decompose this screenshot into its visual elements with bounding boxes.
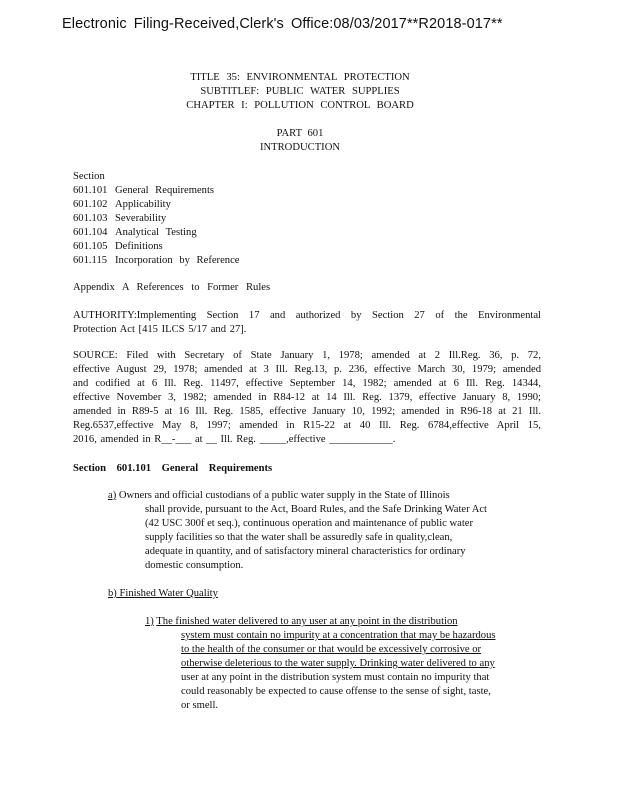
source-line: effective November 3, 1982; amended in R84-12 at 14 Ill. Reg. 1379, effective January 8, 1990; xyxy=(73,392,541,403)
toc-item xyxy=(73,184,239,198)
subsection-b-title: Finished Water Quality xyxy=(119,588,218,599)
title-block xyxy=(0,71,600,113)
subsection-a-line: supply facilities so that the water shall be assuredly safe in quality,clean, xyxy=(145,532,453,543)
subtitle-line: SUBTITLEF: PUBLIC WATER SUPPLIES xyxy=(200,86,400,97)
toc-item-number: 601.102 xyxy=(73,199,108,210)
subsection-a-text: Owners and official custodians of a public water supply in the State of Illinois xyxy=(118,490,450,501)
authority-paragraph xyxy=(73,309,541,337)
chapter-line: CHAPTER I: POLLUTION CONTROL BOARD xyxy=(186,100,414,111)
subsection-a-line: shall provide, pursuant to the Act, Board Rules, and the Safe Drinking Water Act xyxy=(145,504,487,515)
item-1-text: The finished water delivered to any user at any point in the distribution xyxy=(156,616,458,627)
toc-item-title: Definitions xyxy=(115,241,163,252)
source-line: and codified at 6 Ill. Reg. 11497, effective September 14, 1982; amended at 6 Ill. Reg. 14344, xyxy=(73,378,541,389)
source-line: SOURCE: Filed with Secretary of State January 1, 1978; amended at 2 Ill.Reg. 36, p. 72, xyxy=(73,350,541,361)
item-1-line: user at any point in the distribution system must contain no impurity that xyxy=(181,672,490,683)
toc-heading: Section xyxy=(73,171,105,182)
item-1-line: or smell. xyxy=(181,700,219,711)
subsection-b-heading xyxy=(108,587,218,601)
subsection-a-first-line xyxy=(108,489,538,503)
item-1-line: to the health of the consumer or that would be excessively corrosive or xyxy=(181,644,482,655)
item-1 xyxy=(145,615,545,713)
toc-item xyxy=(73,226,239,240)
authority-line: AUTHORITY:Implementing Section 17 and authorized by Section 27 of the Environmental xyxy=(73,310,541,321)
subsection-a xyxy=(108,489,538,573)
toc-item-number: 601.105 xyxy=(73,241,108,252)
subsection-a-line: (42 USC 300f et seq.), continuous operation and maintenance of public water xyxy=(145,518,474,529)
subsection-a-label: a) xyxy=(108,490,117,501)
item-1-first-line xyxy=(145,615,545,629)
source-line: amended in R89-5 at 16 Ill. Reg. 1585, effective January 10, 1992; amended in R96-18 at 21 Ill. xyxy=(73,406,541,417)
part-number: PART 601 xyxy=(276,128,324,139)
filing-stamp: Electronic Filing-Received,Clerk's Office:08/03/2017**R2018-017** xyxy=(62,16,503,32)
subsection-b-label: b) xyxy=(108,588,117,599)
toc-item-number: 601.101 xyxy=(73,185,108,196)
toc-item-number: 601.115 xyxy=(73,255,108,266)
toc-item xyxy=(73,198,239,212)
authority-line: Protection Act [415 ILCS 5/17 and 27]. xyxy=(73,324,247,335)
toc-item xyxy=(73,240,239,254)
source-line: Reg.6537,effective May 8, 1997; amended in R15-22 at 40 Ill. Reg. 6784,effective April 15, xyxy=(73,420,541,431)
toc-item-title: Applicability xyxy=(115,199,171,210)
toc-item xyxy=(73,254,239,268)
title-line: TITLE 35: ENVIRONMENTAL PROTECTION xyxy=(190,72,410,83)
toc-item xyxy=(73,212,239,226)
part-heading xyxy=(0,127,600,155)
source-line: 2016, amended in R__-___ at __ Ill. Reg. _____,effective ____________. xyxy=(73,434,396,445)
item-1-label: 1) xyxy=(145,616,154,627)
subsection-b xyxy=(108,587,218,601)
source-line: effective August 29, 1978; amended at 3 Ill. Reg.13, p. 236, effective March 30, 1979; amended xyxy=(73,364,541,375)
toc-item-title: Severability xyxy=(115,213,167,224)
subsection-a-line: adequate in quantity, and of satisfactory mineral characteristics for ordinary xyxy=(145,546,466,557)
table-of-contents xyxy=(73,170,239,268)
item-1-line: system must contain no impurity at a concentration that may be hazardous xyxy=(181,630,496,641)
section-heading: Section 601.101 General Requirements xyxy=(73,463,273,474)
source-paragraph xyxy=(73,349,541,447)
part-title: INTRODUCTION xyxy=(259,142,341,153)
toc-item-title: General Requirements xyxy=(115,185,215,196)
toc-item-title: Incorporation by Reference xyxy=(115,255,240,266)
item-1-line: could reasonably be expected to cause offense to the sense of sight, taste, xyxy=(181,686,491,697)
item-1-line: otherwise deleterious to the water supply. Drinking water delivered to any xyxy=(181,658,495,669)
toc-item-number: 601.103 xyxy=(73,213,108,224)
subsection-a-line: domestic consumption. xyxy=(145,560,244,571)
appendix-line: Appendix A References to Former Rules xyxy=(73,282,271,293)
toc-item-title: Analytical Testing xyxy=(115,227,197,238)
toc-item-number: 601.104 xyxy=(73,227,108,238)
